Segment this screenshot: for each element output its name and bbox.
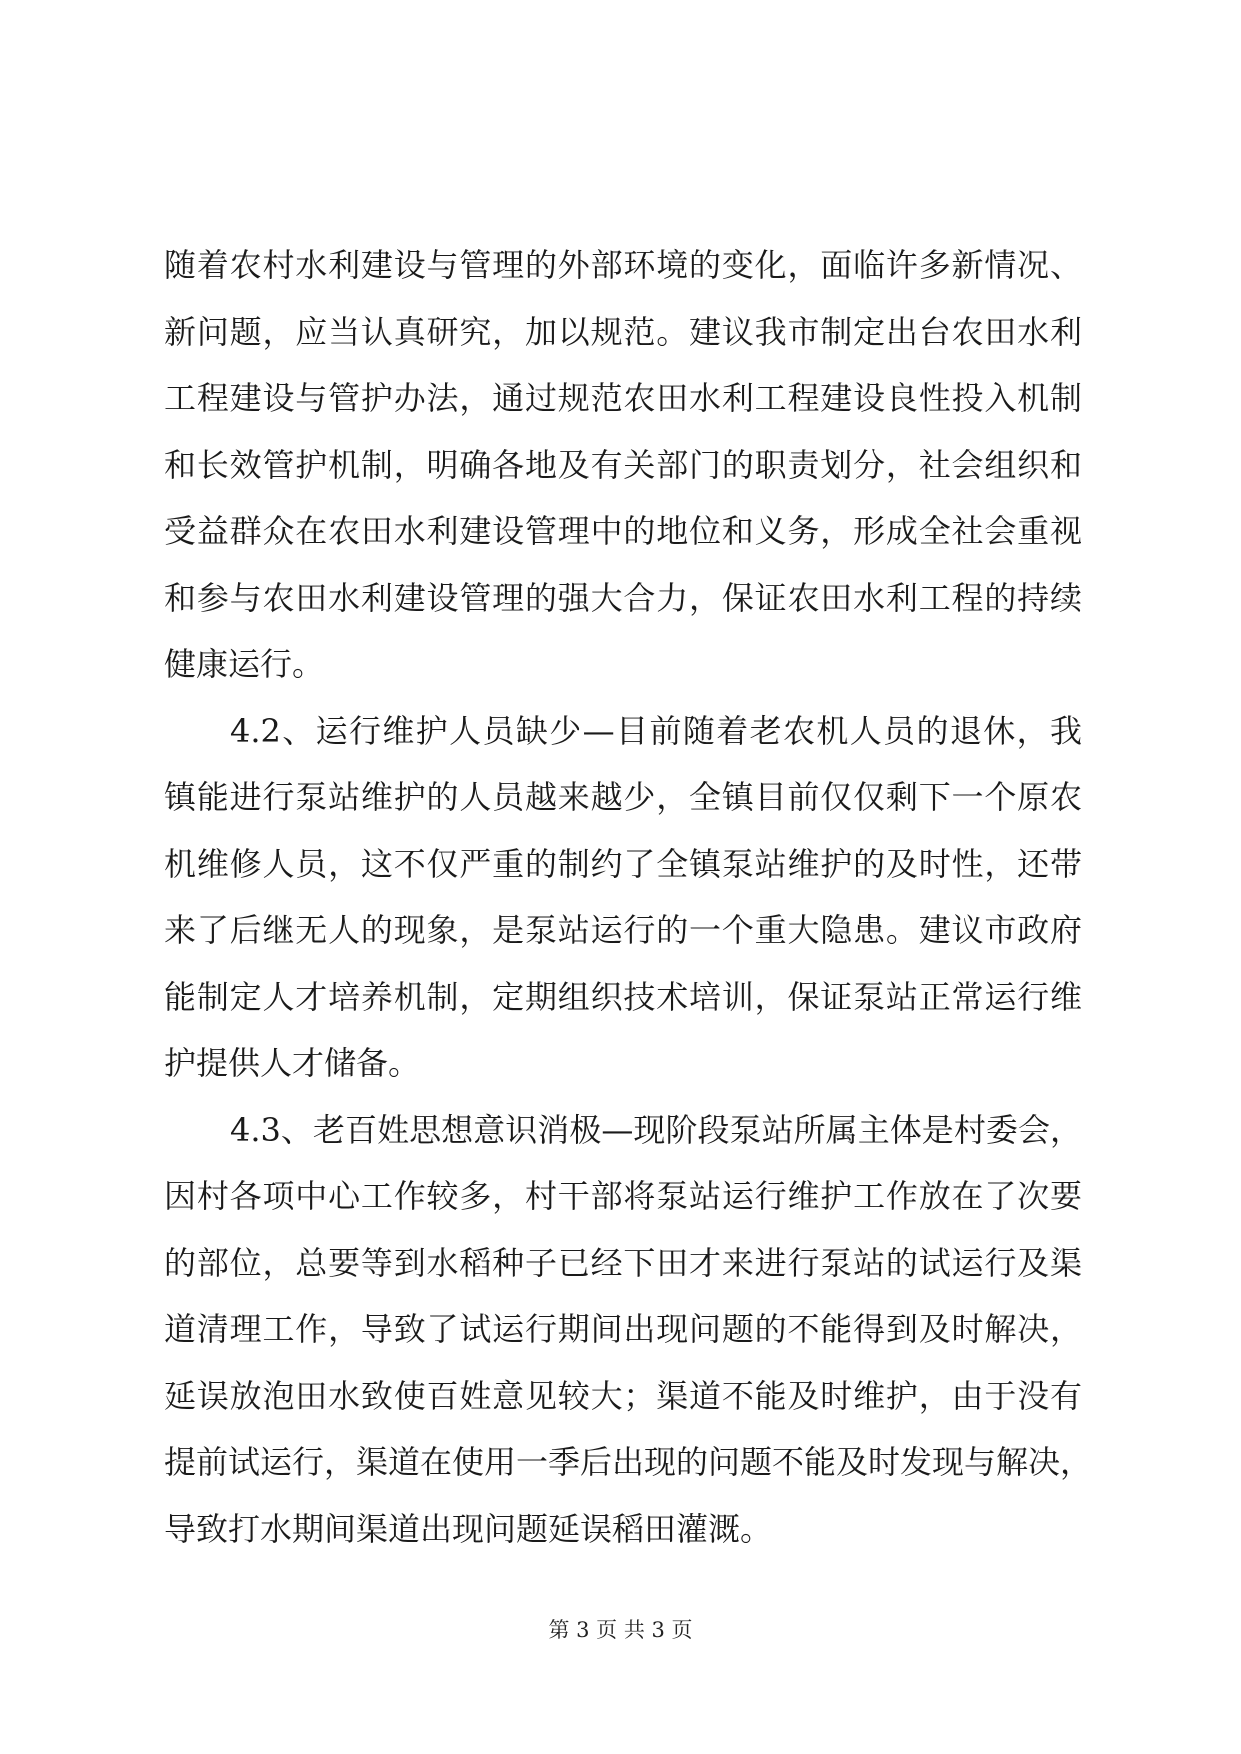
text-line: 受益群众在农田水利建设管理中的地位和义务，形成全社会重视 <box>164 512 1082 550</box>
page-number-footer: 第 3 页 共 3 页 <box>548 1618 693 1642</box>
text-line: 和参与农田水利建设管理的强大合力，保证农田水利工程的持续 <box>164 578 1082 617</box>
text-line: 4.2、运行维护人员缺少—目前随着老农机人员的退休，我 <box>230 711 1082 750</box>
body-text <box>164 232 1093 1562</box>
text-line: 随着农村水利建设与管理的外部环境的变化，面临许多新情况、 <box>164 246 1082 284</box>
text-line: 延误放泡田水致使百姓意见较大；渠道不能及时维护，由于没有 <box>164 1376 1082 1415</box>
text-line: 工程建设与管护办法，通过规范农田水利工程建设良性投入机制 <box>164 379 1082 417</box>
text-line: 道清理工作，导致了试运行期间出现问题的不能得到及时解决， <box>164 1310 1082 1348</box>
text-line: 镇能进行泵站维护的人员越来越少，全镇目前仅仅剩下一个原农 <box>164 778 1082 816</box>
text-line: 4.3、老百姓思想意识消极—现阶段泵站所属主体是村委会， <box>230 1110 1082 1149</box>
text-line: 和长效管护机制，明确各地及有关部门的职责划分，社会组织和 <box>164 445 1082 484</box>
text-line: 机维修人员，这不仅严重的制约了全镇泵站维护的及时性，还带 <box>164 844 1082 883</box>
text-line: 来了后继无人的现象，是泵站运行的一个重大隐患。建议市政府 <box>164 911 1082 949</box>
text-line: 新问题，应当认真研究，加以规范。建议我市制定出台农田水利 <box>164 312 1082 351</box>
text-line: 因村各项中心工作较多，村干部将泵站运行维护工作放在了次要 <box>164 1177 1082 1215</box>
text-line: 健康运行。 <box>164 645 325 683</box>
text-line: 导致打水期间渠道出现问题延误稻田灌溉。 <box>164 1509 773 1548</box>
text-line: 提前试运行，渠道在使用一季后出现的问题不能及时发现与解决， <box>164 1443 1093 1481</box>
text-line: 护提供人才储备。 <box>164 1044 421 1082</box>
text-line: 的部位，总要等到水稻种子已经下田才来进行泵站的试运行及渠 <box>164 1243 1082 1282</box>
text-line: 能制定人才培养机制，定期组织技术培训，保证泵站正常运行维 <box>164 977 1082 1016</box>
